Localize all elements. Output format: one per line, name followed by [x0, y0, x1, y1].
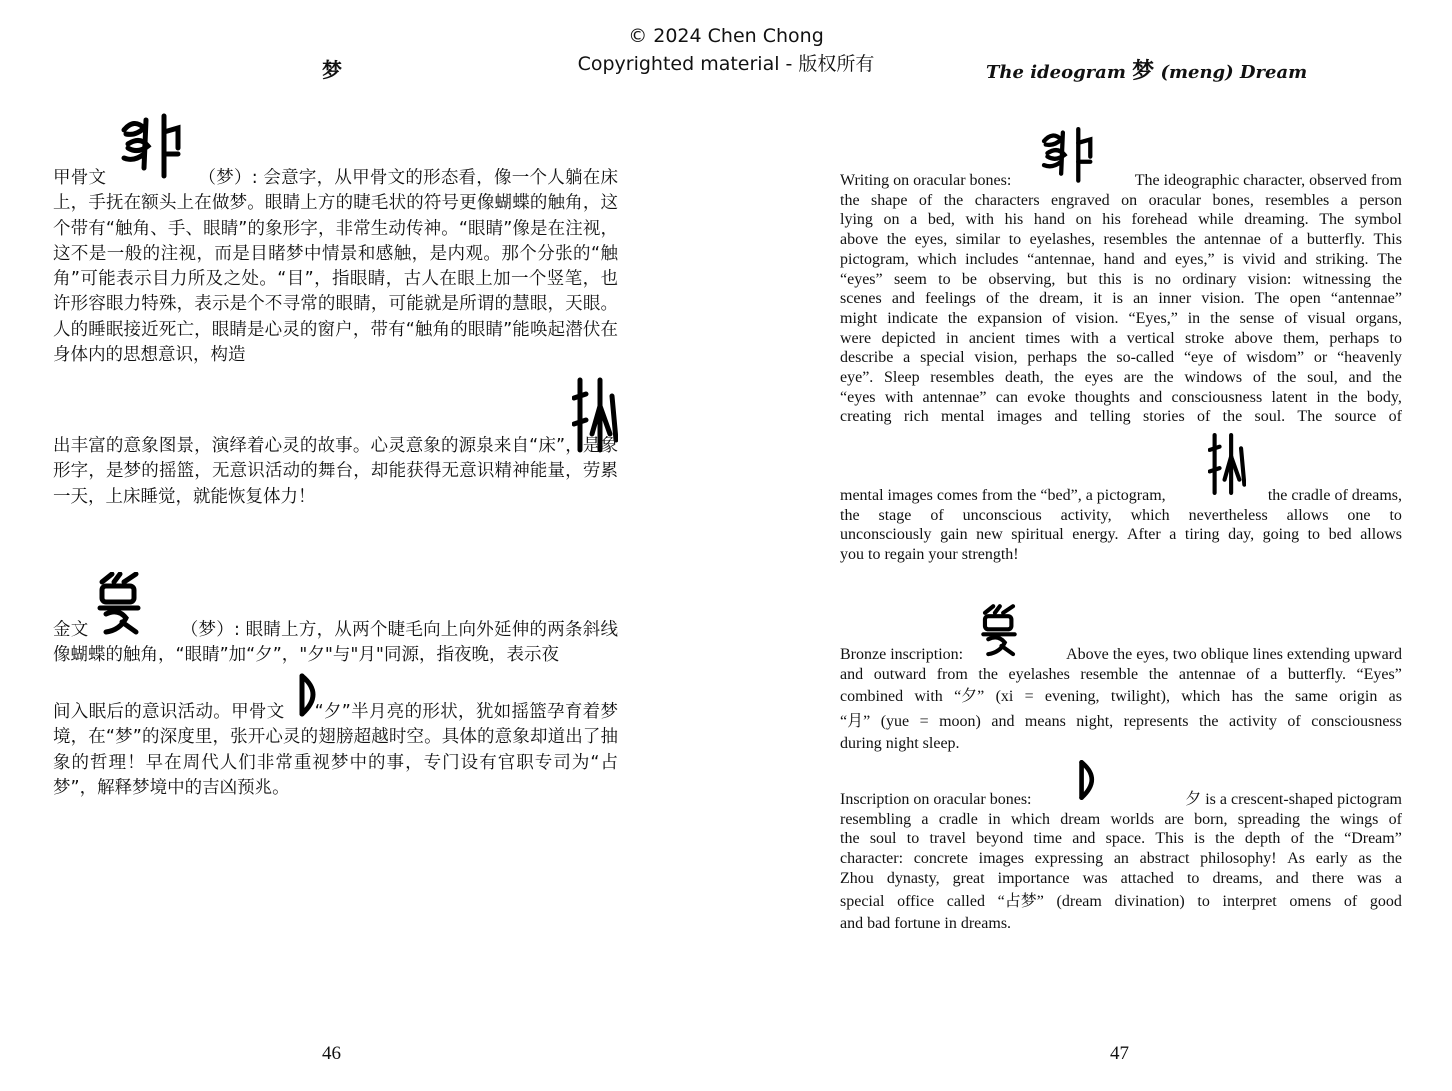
p1-line: scenes and feelings of the dream, it is an inner vision. The open “antennae” — [840, 290, 1402, 308]
p2-line: unconsciously gain new spiritual energy. After a tiring day, going to bed allows — [840, 526, 1402, 544]
p1-line: were depicted in ancient times with a vertical stroke above them, perhaps to — [840, 329, 1402, 347]
left-bronze-paragraph — [53, 618, 618, 669]
p4-line: resembling a cradle in which dream worlds are born, spreading the wings of — [840, 810, 1402, 828]
p4-line: character: concrete images expressing an abstract philosophy! As early as the — [840, 850, 1402, 868]
p4-label: Inscription on oracular bones: — [840, 791, 1032, 808]
p3-line: “月” (yue = moon) and means night, represents the activity of consciousness — [840, 713, 1402, 731]
xi-text-before: 间入眠后的意识活动。甲骨文 — [53, 702, 285, 722]
p4-line: Zhou dynasty, great importance was attached to dreams, and there was a — [840, 869, 1402, 887]
left-bed-paragraph: 出丰富的意象图景，演绎着心灵的故事。心灵意象的源泉来自“床”，是象形字，是梦的摇篮，无意识活动的舞台，却能获得无意识精神能量，劳累一天，上床睡觉，就能恢复体力！ — [53, 436, 618, 507]
right-page-header — [986, 54, 1307, 85]
p1-line: above the eyes, similar to eyelashes, resembles the antennae of a butterfly. This — [840, 231, 1402, 249]
p2-line: the stage of unconscious activity, which nevertheless allows one to — [840, 506, 1402, 524]
p1-first-line — [840, 171, 1402, 191]
p3-line: during night sleep. — [840, 735, 960, 753]
p3-line: combined with “夕” (xi = evening, twilight), which has the same origin as — [840, 688, 1402, 706]
copyright-line-2: Copyrighted material - 版权所有 — [577, 53, 875, 75]
p1-line: pictogram, which includes “antennae, hand and eyes,” is vivid and striking. The — [840, 250, 1402, 268]
p1-line: creating rich mental images and telling stories of the soul. The source of — [840, 408, 1402, 426]
p2-line: you to regain your strength! — [840, 546, 1019, 564]
left-oracle-paragraph — [53, 166, 618, 368]
header-suffix: (meng) Dream — [1160, 62, 1308, 83]
p1-line: eye”. Sleep resembles death, the eyes are the windows of the soul, and the — [840, 369, 1402, 387]
p1-line: describe a special vision, perhaps the so-called “eye of wisdom” or “heavenly — [840, 349, 1402, 367]
p3-after-glyph: Above the eyes, two oblique lines extending upward — [1066, 646, 1402, 663]
header-prefix: The ideogram — [986, 62, 1126, 83]
oracle-text: （梦）: 会意字，从甲骨文的形态看，像一个人躺在床上，手抚在额头上在做梦。眼睛上方的睫毛状的符号更像蝴蝶的触角，这个带有“触角、手、眼睛”的象形字，非常生动传神。“眼睛”像是在注视，这不是一般的注视，而是目睹梦中情景和感触，是内观。那个分张的“触角”可能表示目力所及之处。“目”，指眼睛，古人在眼上加一个竖笔，也许形容眼力特殊，表示是个不寻常的眼睛，可能就是所谓的慧眼，天眼。人的睡眠接近死亡，眼睛是心灵的窗户，带有“触角的眼睛”能唤起潜伏在身体内的思想意识，构造 — [53, 168, 618, 366]
p1-line: “eyes” seem to be observing, but this is no ordinary vision: witnessing the — [840, 270, 1402, 288]
p2-first-line — [840, 486, 1402, 506]
p1-line: lying on a bed, with his hand on his forehead while dreaming. The symbol — [840, 211, 1402, 229]
bronze-text: （梦）: 眼睛上方，从两个睫毛向上向外延伸的两条斜线像蝴蝶的触角，“眼睛”加“夕”，"夕"与"月"同源，指夜晚，表示夜 — [53, 620, 618, 666]
right-bed-paragraph — [840, 486, 1402, 565]
p1-line: “eyes with antennae” can evoke thoughts and consciousness latent in the body, — [840, 388, 1402, 406]
left-xi-paragraph — [53, 700, 618, 801]
p4-first-line — [840, 790, 1402, 810]
p4-line: special office called “占梦” (dream divination) to interpret omens of good — [840, 892, 1402, 910]
p2-after-glyph: the cradle of dreams, — [1267, 487, 1402, 504]
copyright-line-1: © 2024 Chen Chong — [628, 25, 824, 47]
p1-line: might indicate the expansion of vision. “Eyes,” in the sense of visual organs, — [840, 309, 1402, 327]
p3-first-line — [840, 645, 1402, 665]
header-glyph: 梦 — [1132, 58, 1155, 84]
xi-text-after: “夕”半月亮的形状，犹如摇篮孕育着梦境，在“梦”的深度里，张开心灵的翅膀超越时空。具体的意象却道出了抽象的哲理！早在周代人们非常重视梦中的事，专门设有官职专司为“占梦”，解释梦境中的吉凶预兆。 — [53, 702, 618, 798]
p1-label: Writing on oracular bones: — [840, 172, 1012, 189]
left-page-number: 46 — [322, 1043, 341, 1064]
p1-after-glyph: The ideographic character, observed from — [1134, 172, 1402, 189]
right-oracle-paragraph — [840, 171, 1402, 427]
oracle-label: 甲骨文 — [53, 168, 107, 188]
p3-label: Bronze inscription: — [840, 646, 964, 663]
right-xi-paragraph — [840, 790, 1402, 933]
bronze-label: 金文 — [53, 620, 89, 640]
p2-before-glyph: mental images comes from the “bed”, a pictogram, — [840, 487, 1166, 504]
p4-after-glyph: 夕 is a crescent-shaped pictogram — [1185, 791, 1402, 808]
p1-line: the shape of the characters engraved on oracular bones, resembles a person — [840, 191, 1402, 209]
p3-line: and outward from the eyelashes resemble the antennae of a butterfly. “Eyes” — [840, 665, 1402, 683]
p4-line: the soul to travel beyond time and space. This is the depth of the “Dream” — [840, 830, 1402, 848]
right-page-number: 47 — [1110, 1043, 1129, 1064]
left-page-header: 梦 — [322, 58, 342, 82]
right-bronze-paragraph — [840, 645, 1402, 754]
p4-line: and bad fortune in dreams. — [840, 914, 1012, 932]
